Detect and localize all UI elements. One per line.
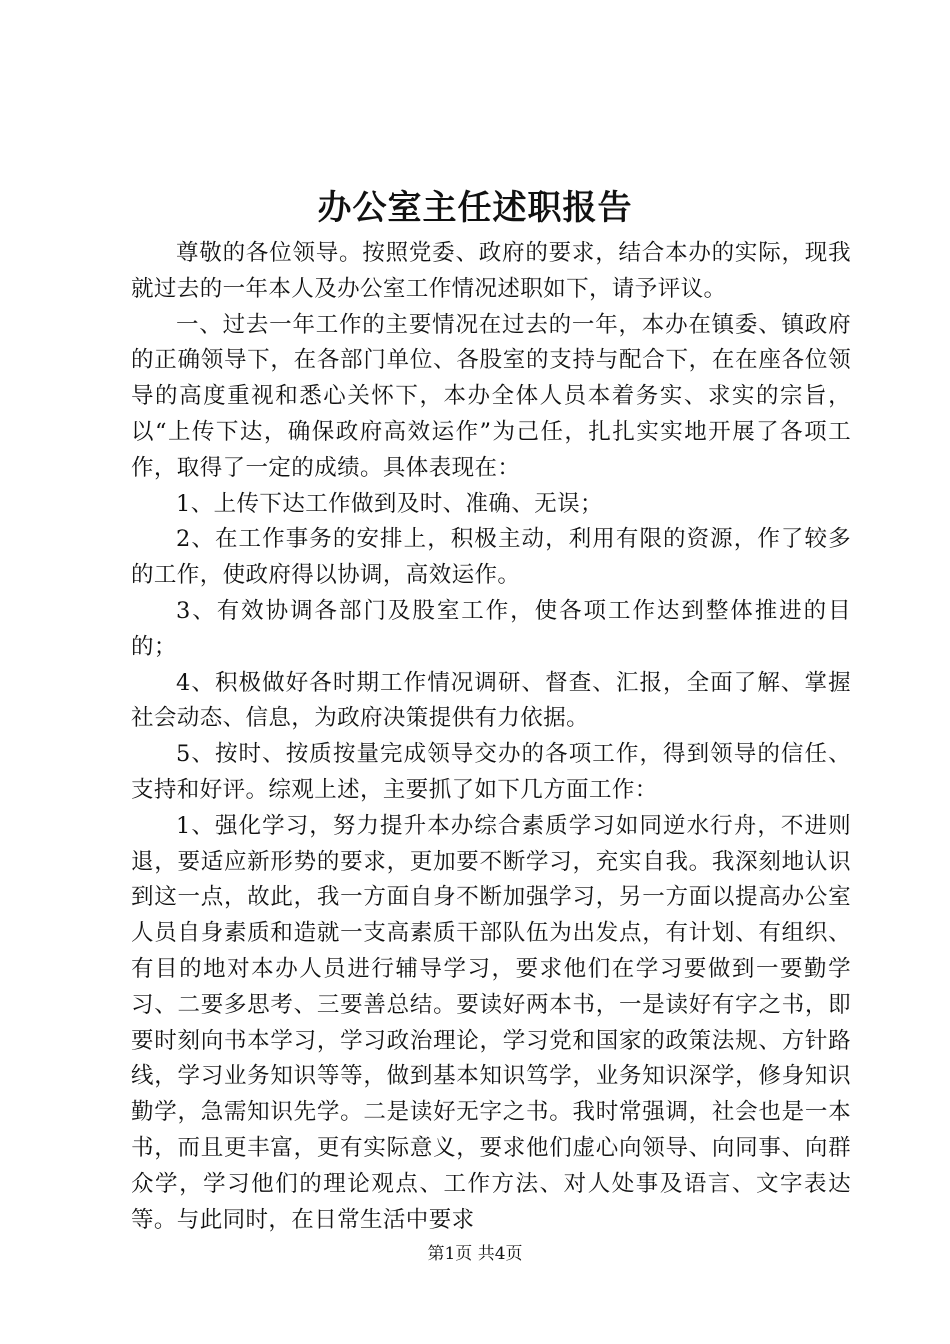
document-body [131,236,851,1238]
paragraph-item-5: 5、按时、按质按量完成领导交办的各项工作，得到领导的信任、支持和好评。综观上述，主要抓了如下几方面工作： [131,741,851,803]
paragraph-item-1: 1、上传下达工作做到及时、准确、无误； [176,490,603,517]
page-number-footer: 第1页 共4页 [427,1244,523,1264]
paragraph-greeting: 尊敬的各位领导。按照党委、政府的要求，结合本办的实际，现我就过去的一年本人及办公室工作情况述职如下，请予评议。 [131,240,851,302]
paragraph-item-3: 3、有效协调各部门及股室工作，使各项工作达到整体推进的目的； [131,597,851,660]
paragraph-study: 1、强化学习，努力提升本办综合素质学习如同逆水行舟，不进则退，要适应新形势的要求，更加要不断学习，充实自我。我深刻地认识到这一点，故此，我一方面自身不断加强学习，另一方面以提高办公室人员自身素质和造就一支高素质干部队伍为出发点，有计划、有组织、有目的地对本办人员进行辅导学习，要求他们在学习要做到一要勤学习、二要多思考、三要善总结。要读好两本书，一是读好有字之书，即要时刻向书本学习，学习政治理论，学习党和国家的政策法规、方针路线，学习业务知识等等，做到基本知识笃学，业务知识深学，修身知识勤学，急需知识先学。二是读好无字之书。我时常强调，社会也是一本书，而且更丰富，更有实际意义，要求他们虚心向领导、向同事、向群众学，学习他们的理论观点、工作方法、对人处事及语言、文字表达等。与此同时，在日常生活中要求 [131,812,851,1233]
paragraph-section-one: 一、过去一年工作的主要情况在过去的一年，本办在镇委、镇政府的正确领导下，在各部门单位、各股室的支持与配合下，在在座各位领导的高度重视和悉心关怀下，本办全体人员本着务实、求实的宗旨，以“上传下达，确保政府高效运作”为己任，扎扎实实地开展了各项工作，取得了一定的成绩。具体表现在： [131,311,851,481]
document-title: 办公室主任述职报告 [317,188,633,228]
paragraph-item-4: 4、积极做好各时期工作情况调研、督查、汇报，全面了解、掌握社会动态、信息，为政府决策提供有力依据。 [131,669,851,732]
paragraph-item-2: 2、在工作事务的安排上，积极主动，利用有限的资源，作了较多的工作，使政府得以协调，高效运作。 [131,526,851,589]
